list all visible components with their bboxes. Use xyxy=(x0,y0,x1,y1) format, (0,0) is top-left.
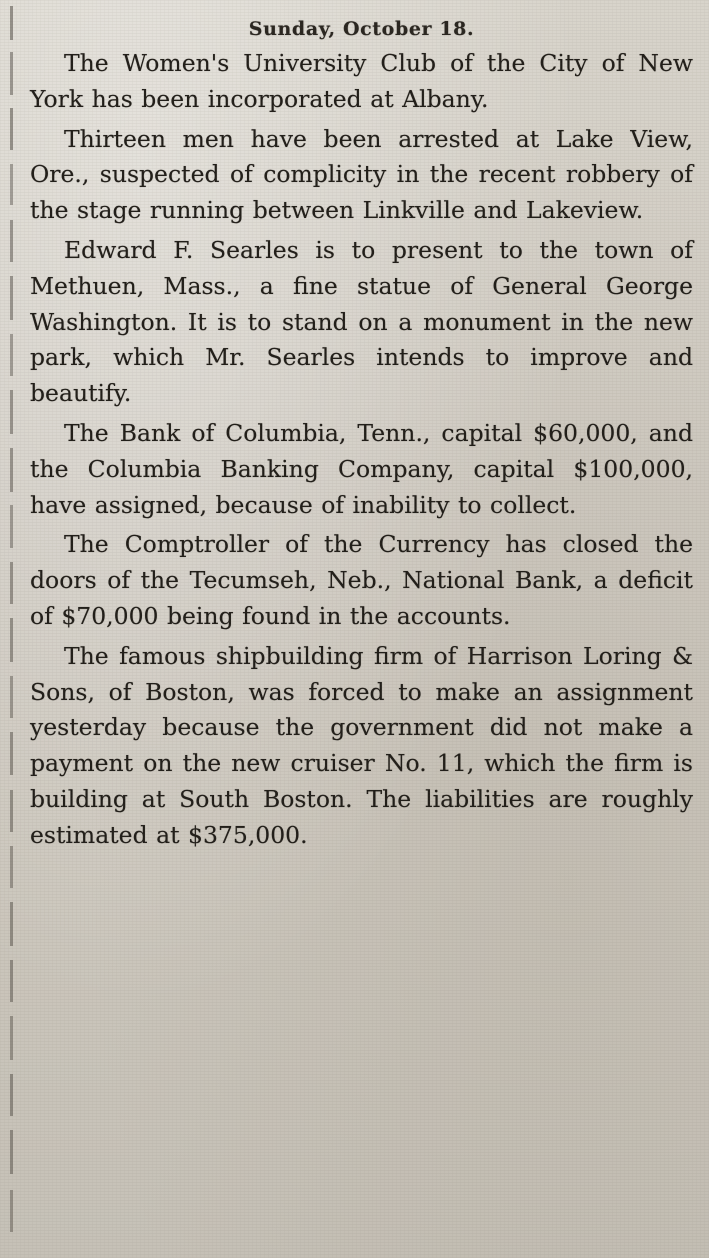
news-paragraph: The Bank of Columbia, Tenn., capital $60,000, and the Columbia Banking Company, capital $100,000, have assigned, because of inability to collect. xyxy=(30,418,693,519)
news-paragraph: Edward F. Searles is to present to the town of Methuen, Mass., a fine statue of General George Washington. It is to stand on a monument in the new park, which Mr. Searles intends to improve and beautify. xyxy=(30,235,693,408)
news-paragraph: The famous shipbuilding firm of Harrison Loring & Sons, of Boston, was forced to make an assignment yesterday because the government did not make a payment on the new cruiser No. 11, which the firm is building at South Boston. The liabilities are roughly estimated at $375,000. xyxy=(30,641,693,849)
column-divider-rule xyxy=(10,0,13,1258)
news-paragraph: The Comptroller of the Currency has closed the doors of the Tecumseh, Neb., National Bank, a deficit of $70,000 being found in the accounts. xyxy=(30,530,693,630)
news-paragraph: Thirteen men have been arrested at Lake View, Ore., suspected of complicity in the recent robbery of the stage running between Linkville and Lakeview. xyxy=(30,124,693,225)
news-paragraph: The Women's University Club of the City of New York has been incorporated at Albany. xyxy=(30,49,693,113)
dateline-heading: Sunday, October 18. xyxy=(248,18,475,40)
